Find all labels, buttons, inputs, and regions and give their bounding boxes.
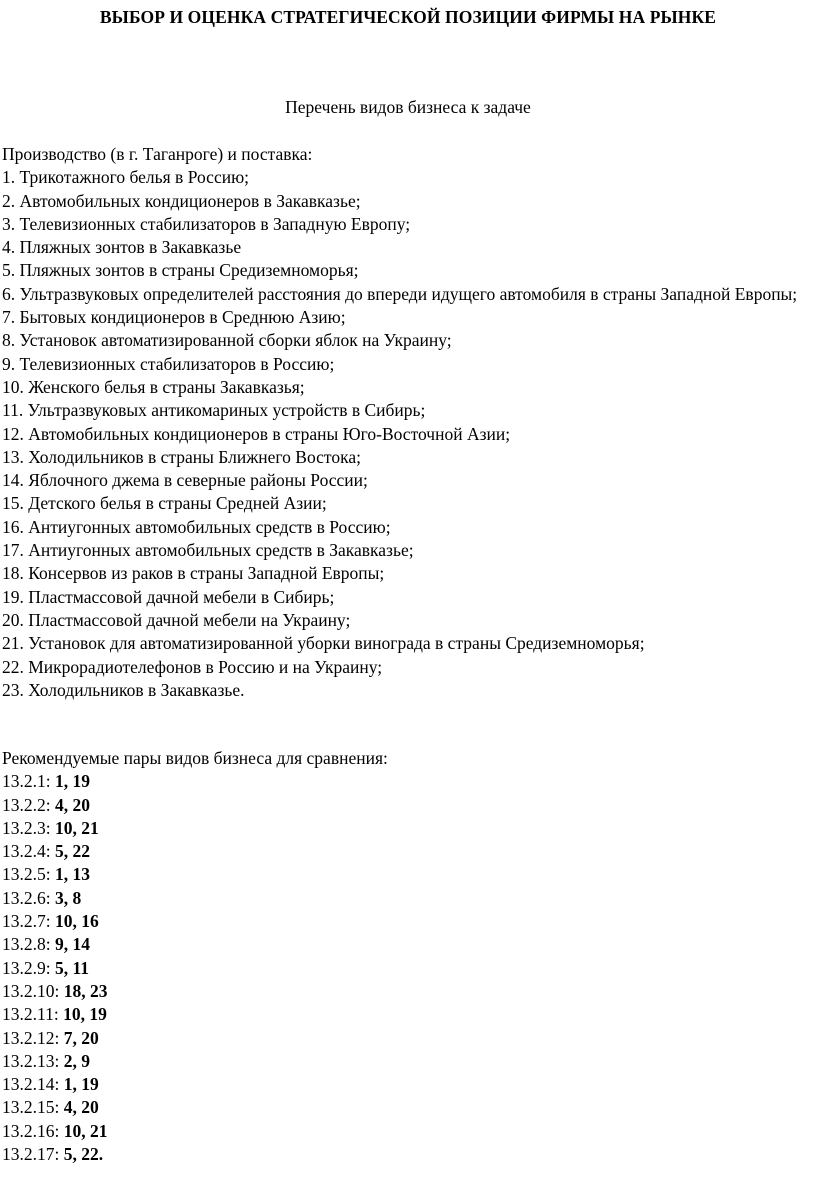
pair-values: 18, 23 — [63, 980, 108, 1001]
pairs-section — [2, 747, 814, 1166]
pair-code: 13.2.17: — [2, 1144, 64, 1165]
pair-row — [2, 1120, 814, 1143]
pair-values: 5, 22 — [55, 841, 90, 862]
pair-values: 5, 22. — [63, 1144, 104, 1165]
list-item: 11. Ультразвуковых антикомариных устройств в Сибирь; — [2, 400, 426, 421]
list-item: 2. Автомобильных кондиционеров в Закавказье; — [2, 190, 361, 211]
pair-code: 13.2.3: — [2, 817, 55, 838]
list-item: 4. Пляжных зонтов в Закавказье — [2, 237, 242, 258]
document-subtitle: Перечень видов бизнеса к задаче — [285, 97, 531, 117]
list-intro: Производство (в г. Таганроге) и поставка: — [2, 144, 313, 164]
pair-values: 10, 21 — [55, 817, 99, 838]
list-item: 9. Телевизионных стабилизаторов в Россию; — [2, 353, 335, 374]
pair-values: 10, 19 — [63, 1004, 107, 1025]
pair-values: 7, 20 — [63, 1027, 99, 1048]
pair-row — [2, 840, 814, 863]
pair-code: 13.2.14: — [2, 1074, 64, 1095]
pair-code: 13.2.1: — [2, 771, 55, 792]
pair-row — [2, 817, 814, 840]
list-item: 10. Женского белья в страны Закавказья; — [2, 376, 305, 397]
pair-values: 10, 21 — [63, 1120, 108, 1141]
pair-code: 13.2.10: — [2, 980, 64, 1001]
pair-code: 13.2.5: — [2, 864, 55, 885]
pair-row — [2, 910, 814, 933]
list-item: 22. Микрорадиотелефонов в Россию и на Украину; — [2, 656, 383, 677]
pair-row — [2, 770, 814, 793]
pair-code: 13.2.11: — [2, 1004, 64, 1025]
pair-row — [2, 794, 814, 817]
pair-values: 1, 13 — [55, 864, 90, 885]
pair-values: 2, 9 — [63, 1050, 90, 1071]
pair-code: 13.2.12: — [2, 1027, 64, 1048]
pair-code: 13.2.4: — [2, 841, 55, 862]
pair-row — [2, 1027, 814, 1050]
list-item: 23. Холодильников в Закавказье. — [2, 679, 245, 700]
pair-values: 1, 19 — [55, 771, 90, 792]
pair-values: 4, 20 — [55, 794, 90, 815]
pair-row — [2, 887, 814, 910]
pair-row — [2, 1073, 814, 1096]
list-item: 3. Телевизионных стабилизаторов в Западную Европу; — [2, 213, 411, 234]
pair-row — [2, 933, 814, 956]
pair-code: 13.2.13: — [2, 1050, 64, 1071]
list-item: 12. Автомобильных кондиционеров в страны Юго-Восточной Азии; — [2, 423, 511, 444]
list-item: 13. Холодильников в страны Ближнего Востока; — [2, 446, 361, 467]
pair-values: 9, 14 — [55, 934, 90, 955]
business-list — [2, 143, 814, 702]
pair-row — [2, 1050, 814, 1073]
list-item: 15. Детского белья в страны Средней Азии; — [2, 493, 327, 514]
pair-code: 13.2.7: — [2, 911, 55, 932]
list-item: 16. Антиугонных автомобильных средств в Россию; — [2, 516, 391, 537]
pair-values: 3, 8 — [55, 887, 82, 908]
pair-values: 1, 19 — [63, 1074, 99, 1095]
pairs-heading: Рекомендуемые пары видов бизнеса для сравнения: — [2, 748, 388, 768]
pair-values: 4, 20 — [63, 1097, 99, 1118]
pair-row — [2, 1003, 814, 1026]
pair-code: 13.2.8: — [2, 934, 55, 955]
pair-code: 13.2.9: — [2, 957, 55, 978]
pair-row — [2, 1143, 814, 1166]
list-item: 17. Антиугонных автомобильных средств в Закавказье; — [2, 540, 414, 561]
pair-code: 13.2.6: — [2, 887, 55, 908]
list-item: 1. Трикотажного белья в Россию; — [2, 167, 250, 188]
pair-row — [2, 863, 814, 886]
pair-values: 5, 11 — [55, 957, 90, 978]
pair-row — [2, 957, 814, 980]
list-item: 19. Пластмассовой дачной мебели в Сибирь; — [2, 586, 335, 607]
list-item: 7. Бытовых кондиционеров в Среднюю Азию; — [2, 307, 346, 328]
document-title: ВЫБОР И ОЦЕНКА СТРАТЕГИЧЕСКОЙ ПОЗИЦИИ ФИРМЫ НА РЫНКЕ — [99, 7, 717, 27]
list-item: 14. Яблочного джема в северные районы России; — [2, 470, 368, 491]
list-item: 5. Пляжных зонтов в страны Средиземноморья; — [2, 260, 359, 281]
pair-code: 13.2.15: — [2, 1097, 64, 1118]
list-item: 18. Консервов из раков в страны Западной Европы; — [2, 563, 385, 584]
list-item: 8. Установок автоматизированной сборки яблок на Украину; — [2, 330, 452, 351]
pair-code: 13.2.2: — [2, 794, 55, 815]
list-item: 6. Ультразвуковых определителей расстояния до впереди идущего автомобиля в страны Западной Европы; — [2, 283, 798, 304]
pair-row — [2, 1096, 814, 1119]
list-item: 21. Установок для автоматизированной уборки винограда в страны Средиземноморья; — [2, 633, 645, 654]
list-item: 20. Пластмассовой дачной мебели на Украину; — [2, 609, 351, 630]
pair-code: 13.2.16: — [2, 1120, 64, 1141]
pair-row — [2, 980, 814, 1003]
pair-values: 10, 16 — [55, 911, 99, 932]
